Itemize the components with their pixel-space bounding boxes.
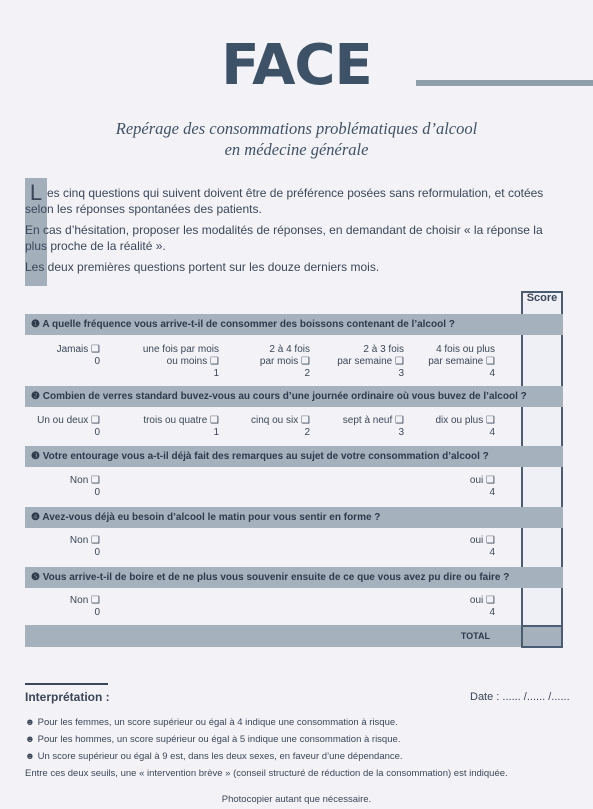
q1-option-1[interactable]: [120, 344, 219, 380]
option-score: 0: [94, 427, 100, 438]
q2-option-3[interactable]: [320, 415, 404, 439]
option-score: 2: [304, 368, 310, 379]
total-label: TOTAL: [460, 631, 490, 641]
option-score: 4: [489, 487, 495, 498]
intro-paragraph-2: En cas d’hésitation, proposer les modalités de réponses, en demandant de choisir « la réponse la plus proche de la réalité ».: [25, 223, 543, 253]
q2-option-1[interactable]: [120, 415, 219, 439]
title-rule: [416, 80, 593, 86]
option-score: 1: [213, 427, 219, 438]
interpretation-line-1: ☻ Pour les femmes, un score supérieur ou égal à 4 indique une consommation à risque.: [25, 717, 398, 728]
q4-option-no[interactable]: [40, 535, 100, 559]
question-3: ❸ Votre entourage vous a-t-il déjà fait des remarques au sujet de votre consommation d’alcool ?: [25, 446, 563, 467]
option-label: oui ❑: [469, 475, 495, 486]
subtitle: [0, 118, 593, 160]
q3-option-no[interactable]: [40, 475, 100, 499]
intro-drop-cap: L: [29, 180, 43, 205]
interpretation-line-4: Entre ces deux seuils, une « intervention brève » (conseil structuré de réduction de la consommation) est indiquée.: [25, 768, 508, 779]
option-score: 0: [94, 547, 100, 558]
option-label: 4 fois ou plus par semaine ❑: [428, 344, 495, 367]
intro-text: [25, 185, 565, 280]
footer-note: Photocopier autant que nécessaire.: [221, 794, 372, 805]
option-label: sept à neuf ❑: [342, 415, 404, 426]
option-score: 4: [489, 607, 495, 618]
interpretation-text: [25, 714, 570, 782]
option-label: 2 à 4 fois par mois ❑: [259, 344, 310, 367]
option-score: 4: [489, 547, 495, 558]
q1-option-4[interactable]: [415, 344, 495, 380]
option-label: Un ou deux ❑: [37, 415, 100, 426]
option-score: 0: [94, 607, 100, 618]
option-score: 3: [398, 368, 404, 379]
page-title: FACE: [221, 33, 372, 98]
option-label: Non ❑: [69, 535, 100, 546]
q1-option-2[interactable]: [240, 344, 310, 380]
question-4: ❹ Avez-vous déjà eu besoin d’alcool le matin pour vous sentir en forme ?: [25, 507, 563, 528]
option-score: 4: [489, 427, 495, 438]
option-label: Jamais ❑: [56, 344, 100, 355]
intro-paragraph-3: Les deux premières questions portent sur les douze derniers mois.: [25, 260, 380, 274]
option-score: 2: [304, 427, 310, 438]
q5-option-no[interactable]: [40, 595, 100, 619]
interpretation-title: Interprétation :: [25, 690, 110, 704]
option-score: 4: [489, 368, 495, 379]
q5-option-yes[interactable]: [435, 595, 495, 619]
question-2: ❷ Combien de verres standard buvez-vous au cours d’une journée ordinaire où vous buvez de l’alcool ?: [25, 386, 563, 407]
option-label: Non ❑: [69, 475, 100, 486]
score-column: [521, 291, 563, 648]
subtitle-line-1: Repérage des consommations problématiques d’alcool: [115, 119, 478, 138]
option-label: oui ❑: [469, 595, 495, 606]
question-5: ❺ Vous arrive-t-il de boire et de ne plus vous souvenir ensuite de ce que vous avez pu dire ou faire ?: [25, 567, 563, 588]
q1-option-3[interactable]: [320, 344, 404, 380]
q2-option-4[interactable]: [415, 415, 495, 439]
score-column-header: Score: [526, 292, 558, 304]
interpretation-line-3: ☻ Un score supérieur ou égal à 9 est, dans les deux sexes, en faveur d’une dépendance.: [25, 751, 403, 762]
option-score: 0: [94, 356, 100, 367]
option-label: Non ❑: [69, 595, 100, 606]
q2-option-0[interactable]: [25, 415, 100, 439]
interpretation-line-2: ☻ Pour les hommes, un score supérieur ou égal à 5 indique une consommation à risque.: [25, 734, 401, 745]
q4-option-yes[interactable]: [435, 535, 495, 559]
q2-option-2[interactable]: [230, 415, 310, 439]
question-1: ❶ A quelle fréquence vous arrive-t-il de consommer des boissons contenant de l’alcool ?: [25, 314, 563, 335]
option-label: trois ou quatre ❑: [143, 415, 219, 426]
option-label: une fois par mois ou moins ❑: [142, 344, 219, 367]
option-label: 2 à 3 fois par semaine ❑: [337, 344, 404, 367]
option-score: 1: [213, 368, 219, 379]
option-label: cinq ou six ❑: [251, 415, 310, 426]
intro-paragraph-1: es cinq questions qui suivent doivent être de préférence posées sans reformulation, et cotées selon les réponses spontanées des patients.: [25, 186, 544, 216]
option-label: dix ou plus ❑: [435, 415, 495, 426]
date-field[interactable]: Date : ...... /...... /......: [470, 691, 570, 703]
option-label: oui ❑: [469, 535, 495, 546]
total-score-cell[interactable]: [521, 625, 563, 648]
q1-option-0[interactable]: [40, 344, 100, 368]
option-score: 0: [94, 487, 100, 498]
subtitle-line-2: en médecine générale: [224, 140, 369, 159]
q3-option-yes[interactable]: [435, 475, 495, 499]
interpretation-rule: [25, 683, 108, 685]
option-score: 3: [398, 427, 404, 438]
